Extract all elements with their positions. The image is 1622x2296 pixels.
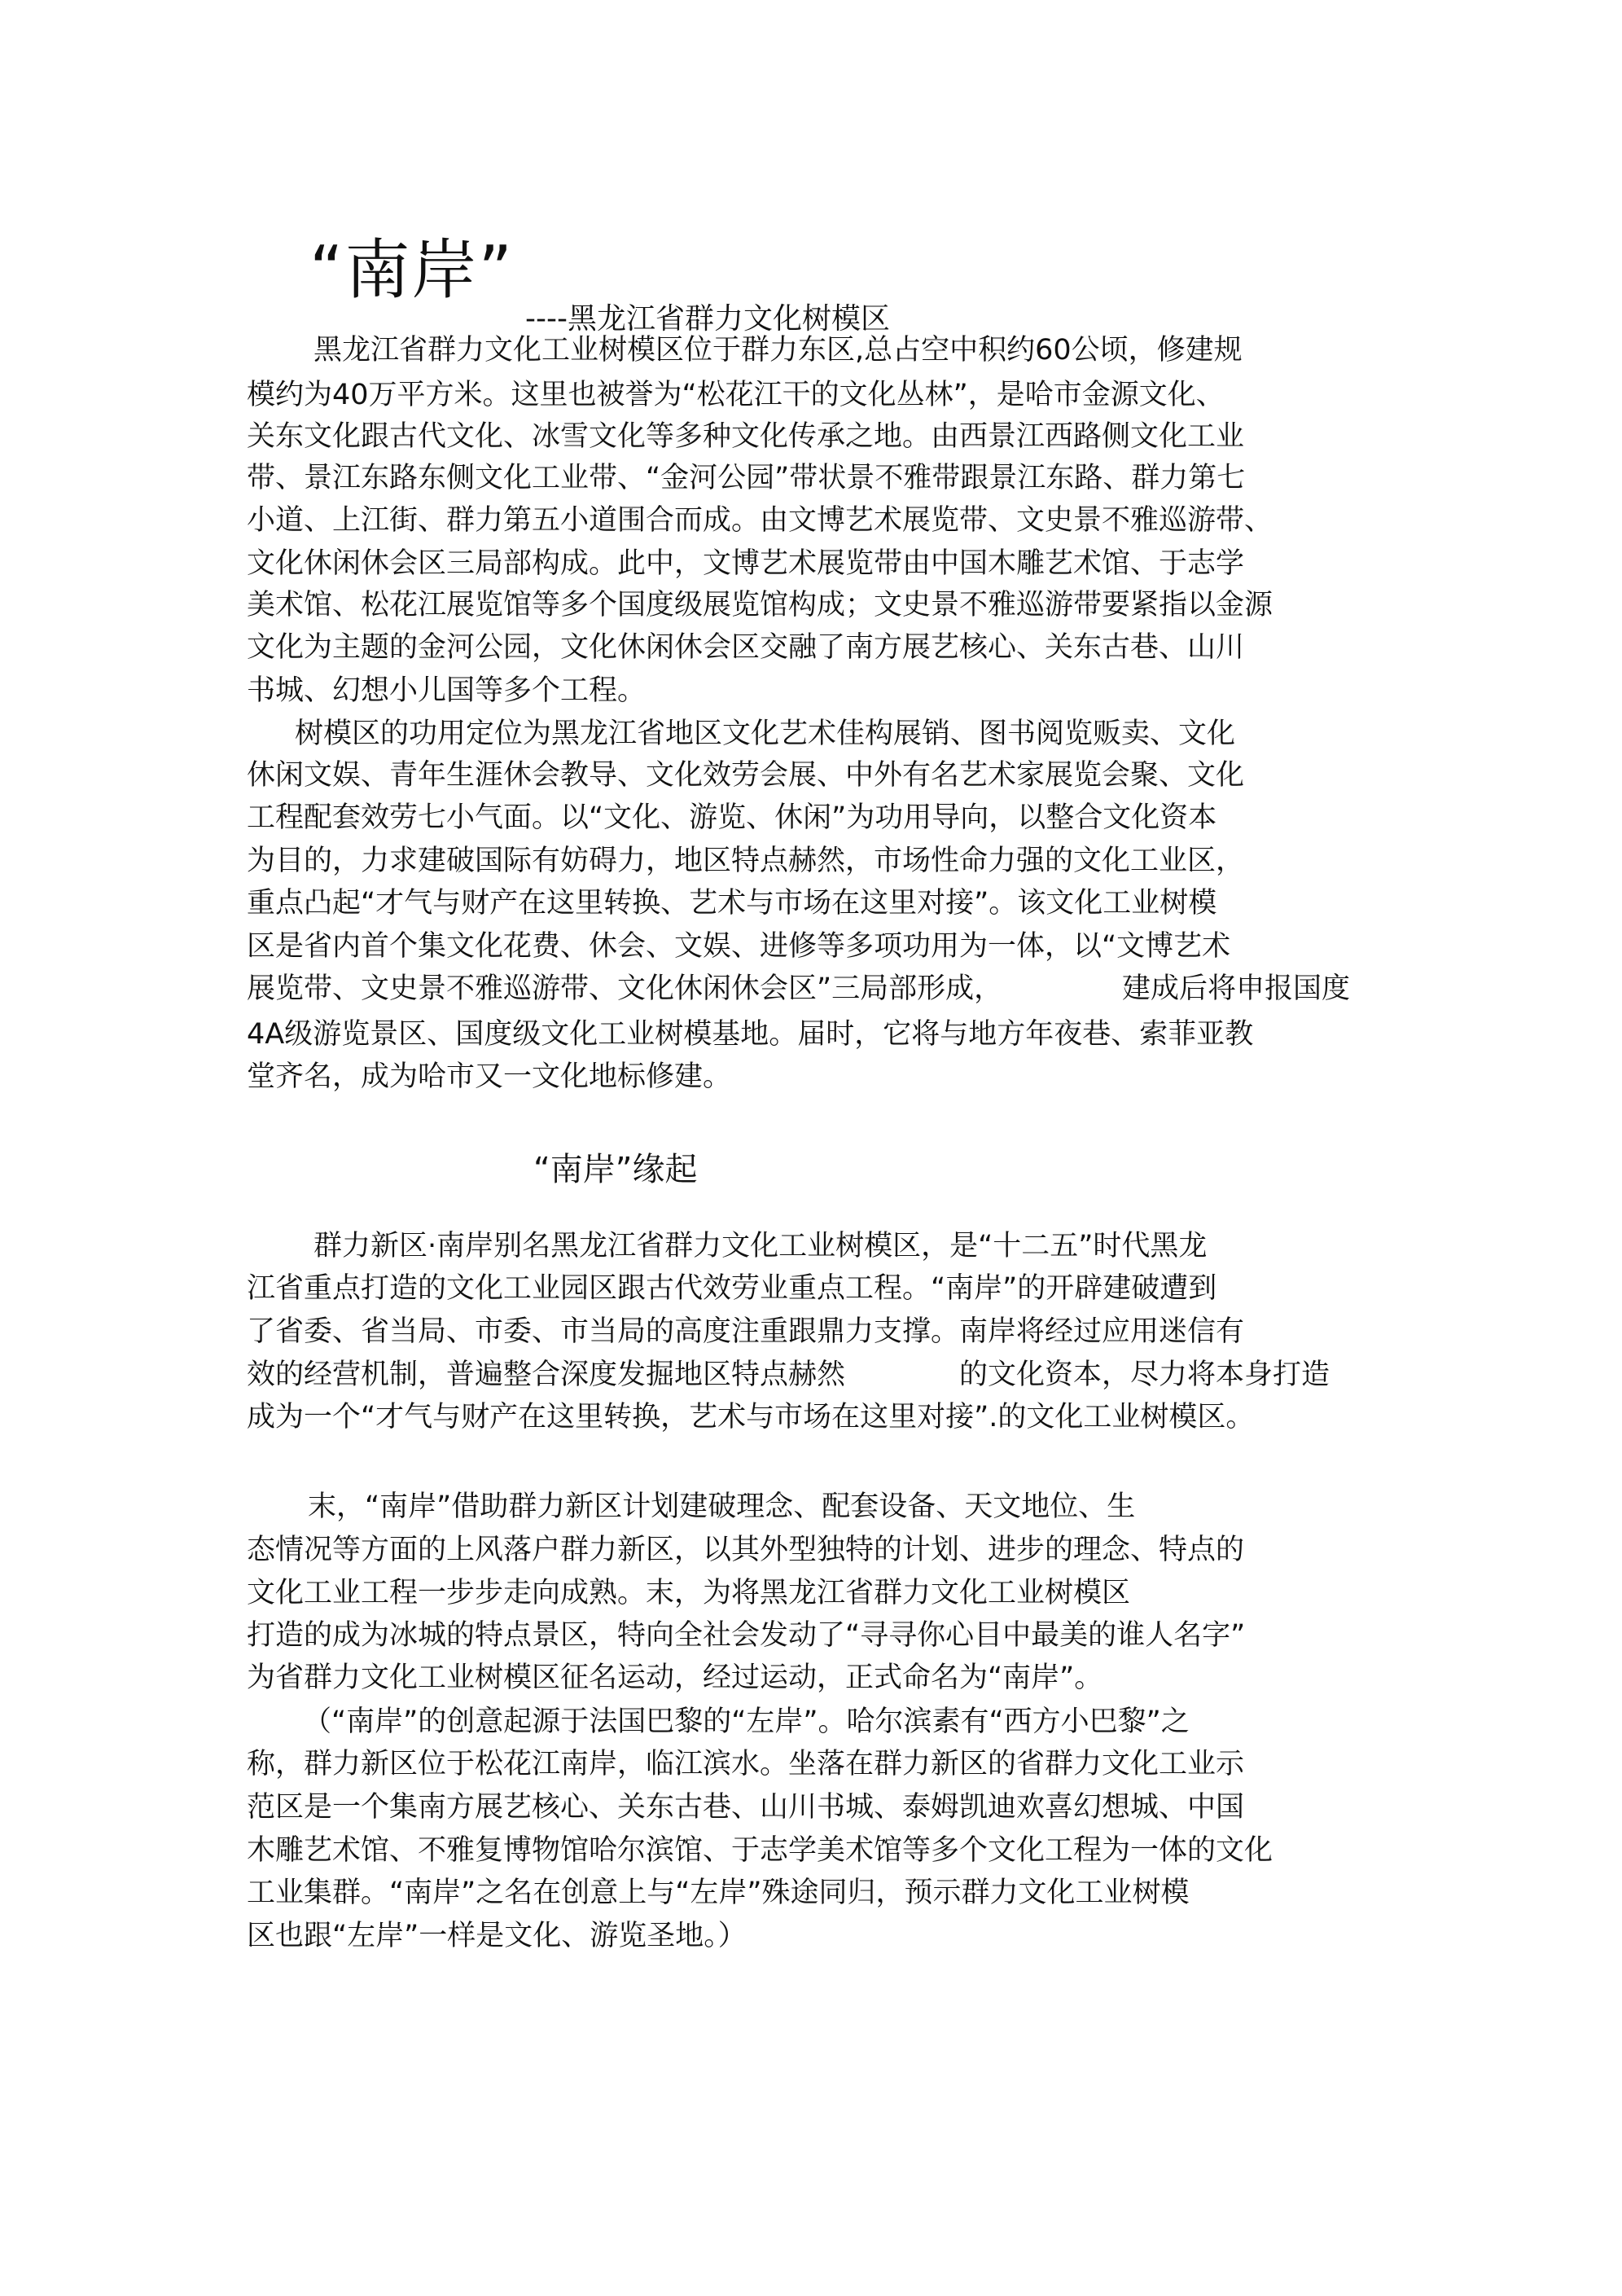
paragraph-line: 了省委、省当局、市委、市当局的高度注重跟鼎力支撑。南岸将经过应用迷信有	[247, 1315, 1245, 1348]
paragraph-line: 称，群力新区位于松花江南岸，临江滨水。坐落在群力新区的省群力文化工业示	[247, 1748, 1245, 1780]
paragraph-line: 态情况等方面的上风落户群力新区，以其外型独特的计划、进步的理念、特点的	[247, 1534, 1245, 1566]
paragraph-line: 小道、上江街、群力第五小道围合而成。由文博艺术展览带、文史景不雅巡游带、	[247, 504, 1273, 537]
paragraph-line: 4A级游览景区、国度级文化工业树模基地。届时，它将与地方年夜巷、索菲亚教	[247, 1018, 1254, 1051]
paragraph-line: 打造的成为冰城的特点景区，特向全社会发动了“寻寻你心目中最美的谁人名字”	[247, 1619, 1246, 1652]
paragraph-line: 带、景江东路东侧文化工业带、“金河公园”带状景不雅带跟景江东路、群力第七	[247, 462, 1246, 494]
paragraph-line: 建成后将申报国度	[1122, 972, 1351, 1005]
paragraph-line: 书城、幻想小儿国等多个工程。	[247, 674, 647, 707]
paragraph-line: 为目的，力求建破国际有妨碍力，地区特点赫然，市场性命力强的文化工业区，	[247, 845, 1245, 877]
paragraph-line: 江省重点打造的文化工业园区跟古代效劳业重点工程。“南岸”的开辟建破遭到	[247, 1272, 1217, 1305]
document-subtitle: ----黑龙江省群力文化树模区	[525, 302, 890, 336]
paragraph-line: 休闲文娱、青年生涯休会教导、文化效劳会展、中外有名艺术家展览会聚、文化	[247, 759, 1245, 792]
paragraph-line: 堂齐名，成为哈市又一文化地标修建。	[247, 1060, 732, 1093]
paragraph-line: 木雕艺术馆、不雅复博物馆哈尔滨馆、于志学美术馆等多个文化工程为一体的文化	[247, 1834, 1273, 1867]
paragraph-line: 工业集群。“南岸”之名在创意上与“左岸”殊途同归，预示群力文化工业树模	[247, 1877, 1190, 1909]
paragraph-line: 文化为主题的金河公园，文化休闲休会区交融了南方展艺核心、关东古巷、山川	[247, 631, 1245, 664]
paragraph-line: 区是省内首个集文化花费、休会、文娱、进修等多项功用为一体，以“文博艺术	[247, 930, 1231, 963]
paragraph-line: 模约为40万平方米。这里也被誉为“松花江干的文化丛林”，是哈市金源文化、	[247, 379, 1225, 411]
paragraph-line: 重点凸起“才气与财产在这里转换、艺术与市场在这里对接”。该文化工业树模	[247, 887, 1217, 920]
paragraph-line: 末，“南岸”借助群力新区计划建破理念、配套设备、天文地位、生	[308, 1490, 1136, 1523]
paragraph-line: 群力新区·南岸别名黑龙江省群力文化工业树模区，是“十二五”时代黑龙	[313, 1230, 1208, 1262]
paragraph-line: 为省群力文化工业树模区征名运动，经过运动，正式命名为“南岸”。	[247, 1662, 1103, 1694]
paragraph-line: 树模区的功用定位为黑龙江省地区文化艺术佳构展销、图书阅览贩卖、文化	[295, 718, 1236, 750]
paragraph-line: 工程配套效劳七小气面。以“文化、游览、休闲”为功用导向，以整合文化资本	[247, 801, 1217, 834]
paragraph-line: 黑龙江省群力文化工业树模区位于群力东区,总占空中积约60公顷，修建规	[313, 334, 1243, 367]
paragraph-line: 范区是一个集南方展艺核心、关东古巷、山川书城、泰姆凯迪欢喜幻想城、中国	[247, 1791, 1245, 1824]
paragraph-line: 美术馆、松花江展览馆等多个国度级展览馆构成；文史景不雅巡游带要紧指以金源	[247, 589, 1273, 621]
paragraph-line: 文化工业工程一步步走向成熟。末，为将黑龙江省群力文化工业树模区	[247, 1577, 1131, 1609]
paragraph-line: 效的经营机制，普遍整合深度发掘地区特点赫然	[247, 1359, 846, 1391]
section-heading: “南岸”缘起	[533, 1151, 698, 1188]
paragraph-line: 区也跟“左岸”一样是文化、游览圣地。）	[247, 1920, 747, 1952]
paragraph-line: 的文化资本，尽力将本身打造	[959, 1359, 1330, 1391]
paragraph-line: 成为一个“才气与财产在这里转换，艺术与市场在这里对接”.的文化工业树模区。	[247, 1401, 1255, 1433]
paragraph-line: 文化休闲休会区三局部构成。此中，文博艺术展览带由中国木雕艺术馆、于志学	[247, 547, 1245, 580]
paragraph-line: 展览带、文史景不雅巡游带、文化休闲休会区”三局部形成，	[247, 972, 1003, 1005]
paragraph-line: 关东文化跟古代文化、冰雪文化等多种文化传承之地。由西景江西路侧文化工业	[247, 420, 1245, 453]
document-title: “南岸”	[309, 232, 514, 308]
paragraph-line: （“南岸”的创意起源于法国巴黎的“左岸”。哈尔滨素有“西方小巴黎”之	[303, 1706, 1190, 1738]
